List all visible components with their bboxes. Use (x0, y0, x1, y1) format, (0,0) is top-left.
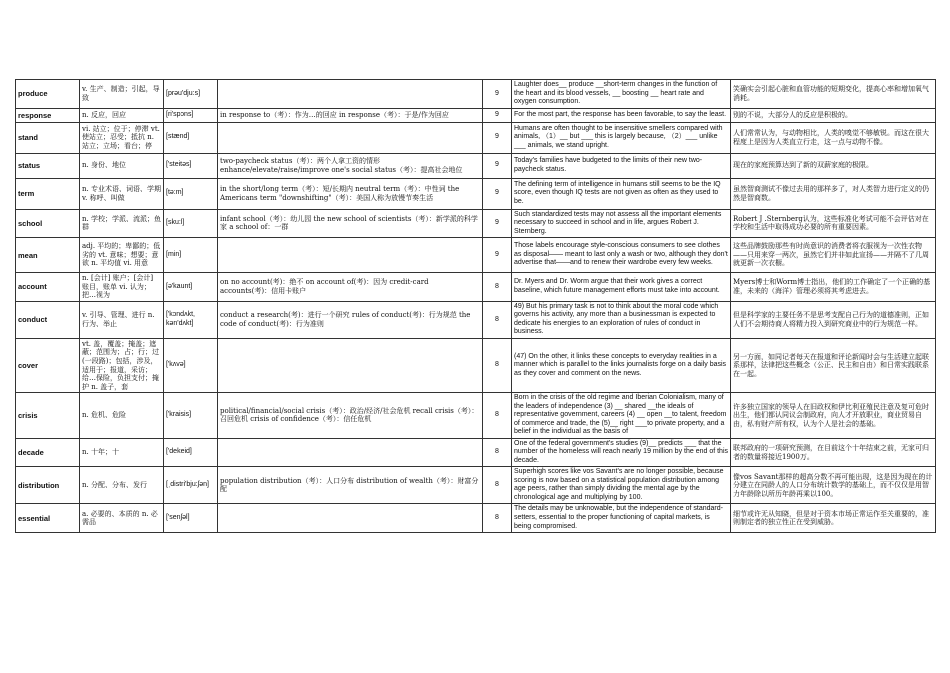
frequency-cell: 8 (483, 273, 512, 302)
vocabulary-rows (16, 80, 936, 533)
frequency-cell: 8 (483, 301, 512, 338)
table-row (16, 393, 936, 439)
translation-cell: 人们常常认为，与动物相比，人类的嗅觉不够敏锐。而这在很大程度上是因为人类直立行走，这一点与动物不像。 (731, 122, 936, 153)
frequency-cell: 8 (483, 467, 512, 504)
phonetic-cell: ['kʌvə] (164, 338, 218, 392)
phrase-cell: in response to（考）：作为…的回应 in response（考）：于是/作为回应 (218, 108, 483, 122)
example-sentence-cell: Today's families have budgeted to the limits of their new two-paycheck status. (512, 153, 731, 178)
phrase-cell (218, 438, 483, 467)
phrase-cell (218, 338, 483, 392)
example-sentence-cell: (47) On the other, it links these concepts to everyday realities in a manner which is parallel to the links journalists forge on a daily basis as they cover and comment on the news. (512, 338, 731, 392)
phonetic-cell: ['kraisis] (164, 393, 218, 439)
translation-cell: 虽然智商测试不像过去用的那样多了，对人类智力进行定义的仍然是智商数。 (731, 178, 936, 209)
word-cell: school (16, 209, 80, 238)
table-row (16, 504, 936, 533)
translation-cell: 许多独立国家的领导人在旧政权和伊比利亚殖民注意及复可危时出生，他们都认同议会制政府，向人才开放职业，商业贸易自由，私有财产所有权，认为个人是社会的基础。 (731, 393, 936, 439)
word-cell: decade (16, 438, 80, 467)
frequency-cell: 9 (483, 238, 512, 273)
table-row (16, 178, 936, 209)
meaning-cell: n. 危机、危险 (80, 393, 164, 439)
phrase-cell (218, 80, 483, 109)
meaning-cell: n. 专业术语、词语、学期 v. 称呼、叫做 (80, 178, 164, 209)
example-sentence-cell: The details may be unknowable, but the independence of standard-setters, essential to the proper functioning of capital markets, is being compromised. (512, 504, 731, 533)
example-sentence-cell: Those labels encourage style-conscious consumers to see clothes as disposal—— meant to last only a wash or two, although they don't advertise that——and to renew their wardrobe every few weeks. (512, 238, 731, 273)
phonetic-cell: [ri'spɔns] (164, 108, 218, 122)
example-sentence-cell: The defining term of intelligence in humans still seems to be the IQ score, even though IQ tests are not given as often as they used to be. (512, 178, 731, 209)
phrase-cell: political/financial/social crisis（考）：政治/经济/社会危机 recall crisis（考）：召回危机 crisis of confidence（考）：信任危机 (218, 393, 483, 439)
frequency-cell: 9 (483, 178, 512, 209)
example-sentence-cell: Humans are often thought to be insensitive smellers compared with animals, （1）__ but ___ this is largely because, （2）___ unlike ___ animals, we stand upright. (512, 122, 731, 153)
word-cell: cover (16, 338, 80, 392)
phrase-cell (218, 504, 483, 533)
word-cell: distribution (16, 467, 80, 504)
word-cell: crisis (16, 393, 80, 439)
phrase-cell: on no account(考)：绝不 on account of(考)：因为 credit-card accounts(考)：信用卡账户 (218, 273, 483, 302)
table-row (16, 153, 936, 178)
word-cell: term (16, 178, 80, 209)
phonetic-cell: ['steitəs] (164, 153, 218, 178)
translation-cell: 这些品牌鼓励那些有时尚意识的消费者将衣服视为一次性衣物——只用来穿一两次，虽然它们并非如此宣扬——并隔不了几周就更新一次衣橱。 (731, 238, 936, 273)
phonetic-cell: [ə'kaunt] (164, 273, 218, 302)
word-cell: status (16, 153, 80, 178)
table-row (16, 467, 936, 504)
phrase-cell: population distribution（考）：人口分布 distribution of wealth（考）：财富分配 (218, 467, 483, 504)
translation-cell: 现在的家庭预算达到了新的双薪家庭的极限。 (731, 153, 936, 178)
meaning-cell: n. 身份、地位 (80, 153, 164, 178)
example-sentence-cell: Laughter does__ produce __short-term changes in the function of the heart and its blood vessels, __ boosting __ heart rate and oxygen consumption. (512, 80, 731, 109)
table-row (16, 273, 936, 302)
table-row (16, 80, 936, 109)
table-row (16, 209, 936, 238)
frequency-cell: 9 (483, 122, 512, 153)
frequency-cell: 8 (483, 438, 512, 467)
example-sentence-cell: 49) But his primary task is not to think about the moral code which governs his activity, any more than a businessman is expected to dedicate his energies to an exploration of rules of conduct in business. (512, 301, 731, 338)
table-row (16, 301, 936, 338)
phrase-cell: two-paycheck status（考）：两个人拿工资的情形 enhance/elevate/raise/improve one's social status（考）：提高社会地位 (218, 153, 483, 178)
frequency-cell: 8 (483, 338, 512, 392)
meaning-cell: vi. 站立；位于；停滞 vt. 使站立；忍受；抵抗 n. 站立；立场；看台；停 (80, 122, 164, 153)
translation-cell: Robert J .Sternberg认为，这些标准化考试可能不会评估对在学校和生活中取得成功必要的所有重要因素。 (731, 209, 936, 238)
frequency-cell: 9 (483, 108, 512, 122)
phonetic-cell: [ˌdistri'bju:ʃən] (164, 467, 218, 504)
meaning-cell: n. 反应，回应 (80, 108, 164, 122)
meaning-cell: v. 生产、制造；引起，导致 (80, 80, 164, 109)
word-cell: stand (16, 122, 80, 153)
translation-cell: 细节或许无从知晓，但是对于资本市场正常运作至关重要的，准则制定者的独立性正在受到威胁。 (731, 504, 936, 533)
table-row (16, 108, 936, 122)
frequency-cell: 9 (483, 80, 512, 109)
phrase-cell (218, 238, 483, 273)
translation-cell: 像vos Savant那样的超高分数不再可能出现，这是因为现在的计分建立在同龄人的人口分布统计数学的基础上，而不仅仅是用智力年龄除以所历年龄再乘以100。 (731, 467, 936, 504)
word-cell: essential (16, 504, 80, 533)
translation-cell: Myers博士和Worm博士指出，他们的工作确定了一个正确的基准，未来的（海洋）管理必须将其考虑进去。 (731, 273, 936, 302)
vocabulary-table (15, 79, 936, 533)
translation-cell: 笑确实会引起心脏和血管功能的短期变化，提高心率和增加氧气消耗。 (731, 80, 936, 109)
example-sentence-cell: One of the federal government's studies (9)__ predicts ___ that the number of the homeless will reach nearly 19 million by the end of this decade. (512, 438, 731, 467)
example-sentence-cell: For the most part, the response has been favorable, to say the least. (512, 108, 731, 122)
meaning-cell: adj. 平均的；卑鄙的；低劣的 vt. 意味；想要；意欲 n. 平均值 vi. 用意 (80, 238, 164, 273)
example-sentence-cell: Dr. Myers and Dr. Worm argue that their work gives a correct baseline, which future management efforts must take into account. (512, 273, 731, 302)
translation-cell: 但是科学家的主要任务不是思考支配自己行为的道德准则，正如人们不会期待商人将精力投入到研究商业中的行为规范一样。 (731, 301, 936, 338)
meaning-cell: n. 十年；十 (80, 438, 164, 467)
frequency-cell: 9 (483, 153, 512, 178)
phonetic-cell: ['senʃəl] (164, 504, 218, 533)
phonetic-cell: [prəu'dju:s] (164, 80, 218, 109)
translation-cell: 别的不说，大部分人的反应是积极的。 (731, 108, 936, 122)
word-cell: mean (16, 238, 80, 273)
meaning-cell: n. [会计] 账户；[会计] 账目，账单 vi. 认为；把…视为 (80, 273, 164, 302)
meaning-cell: v. 引导、管理、进行 n. 行为、举止 (80, 301, 164, 338)
phonetic-cell: ['dekeid] (164, 438, 218, 467)
table-row (16, 122, 936, 153)
translation-cell: 联邦政府的一项研究预测，在目前这个十年结束之前，无家可归者的数量将接近1900万。 (731, 438, 936, 467)
frequency-cell: 8 (483, 393, 512, 439)
phonetic-cell: [stænd] (164, 122, 218, 153)
phonetic-cell: [min] (164, 238, 218, 273)
translation-cell: 另一方面，如同记者每天在报道和评论新闻时会与生活建立起联系那样，法律把这些概念（公正、民主和自由）和日常实践联系在一起。 (731, 338, 936, 392)
table-row (16, 238, 936, 273)
phonetic-cell: [tə:m] (164, 178, 218, 209)
table-row (16, 438, 936, 467)
meaning-cell: a. 必要的、本质的 n. 必需品 (80, 504, 164, 533)
word-cell: conduct (16, 301, 80, 338)
phrase-cell: in the short/long term（考）：短/长期内 neutral term（考）：中性词 the Americans term "downshifting"（考）：美国人称为放慢节奏生活 (218, 178, 483, 209)
table-row (16, 338, 936, 392)
meaning-cell: vt. 盖，覆盖；掩盖；遮蔽；范围为；占；行；过(一段路)；包括，涉及，适用于；报道，采访；给…保险，负担支付；掩护 n. 盖子，套 (80, 338, 164, 392)
frequency-cell: 9 (483, 209, 512, 238)
meaning-cell: n. 学校；学派、流派；鱼群 (80, 209, 164, 238)
phrase-cell: infant school（考）：幼儿园 the new school of scientists（考）：新学派的科学家 a school of：一群 (218, 209, 483, 238)
example-sentence-cell: Such standardized tests may not assess all the important elements necessary to succeed in school and in life, argues Robert J. Sternberg. (512, 209, 731, 238)
example-sentence-cell: Superhigh scores like vos Savant's are no longer possible, because scoring is now based on a statistical population distribution among age peers, rather than simply dividing the mental age by the chronological age and multiplying by 100. (512, 467, 731, 504)
meaning-cell: n. 分配、分布、发行 (80, 467, 164, 504)
phrase-cell (218, 122, 483, 153)
phonetic-cell: ['kɔndʌkt, kən'dʌkt] (164, 301, 218, 338)
frequency-cell: 8 (483, 504, 512, 533)
word-cell: account (16, 273, 80, 302)
example-sentence-cell: Born in the crisis of the old regime and Iberian Colonialism, many of the leaders of independence (3) __ shared __the ideals of representative government, careers (4) __ open __to talent, freedom of commerce and trade, the (5)__ right ___to private property, and a belief in the individual as the basis of (512, 393, 731, 439)
word-cell: response (16, 108, 80, 122)
phonetic-cell: [sku:l] (164, 209, 218, 238)
phrase-cell: conduct a research(考)：进行一个研究 rules of conduct(考)：行为规范 the code of conduct(考)：行为准则 (218, 301, 483, 338)
word-cell: produce (16, 80, 80, 109)
